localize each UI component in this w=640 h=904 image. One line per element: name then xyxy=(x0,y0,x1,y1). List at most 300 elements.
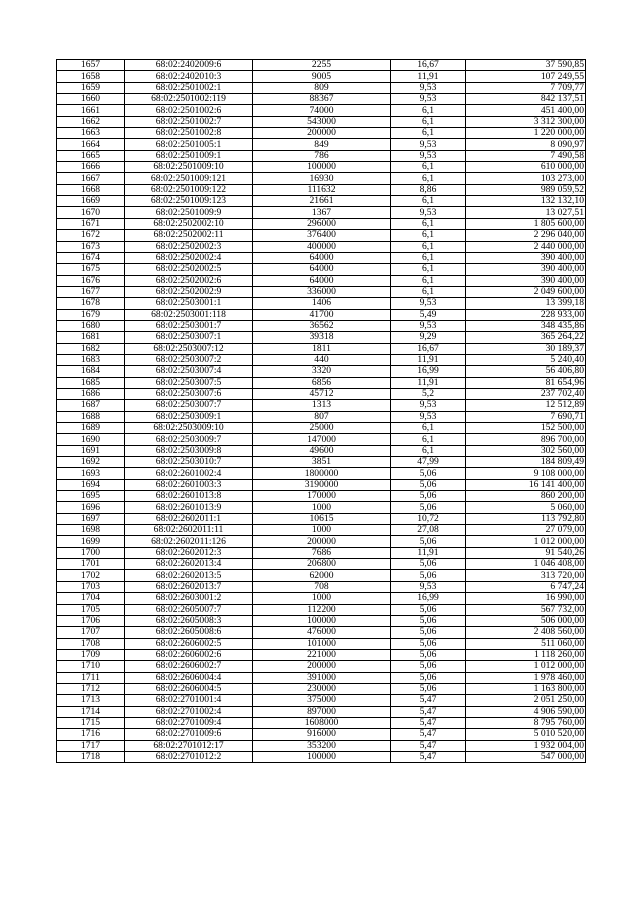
area-cell: 88367 xyxy=(253,94,391,105)
value-cell: 4 906 590,00 xyxy=(466,706,586,717)
area-cell: 9005 xyxy=(253,71,391,82)
data-table xyxy=(56,59,586,763)
table-row xyxy=(57,502,586,513)
cadastral-number-cell: 68:02:2503007:2 xyxy=(125,354,253,365)
value-cell: 2 408 560,00 xyxy=(466,627,586,638)
table-row xyxy=(57,683,586,694)
rate-cell: 5,06 xyxy=(391,559,466,570)
area-cell: 74000 xyxy=(253,105,391,116)
cadastral-number-cell: 68:02:2502002:10 xyxy=(125,218,253,229)
rate-cell: 6,1 xyxy=(391,230,466,241)
cadastral-number-cell: 68:02:2503009:10 xyxy=(125,423,253,434)
value-cell: 27 079,00 xyxy=(466,525,586,536)
area-cell: 45712 xyxy=(253,388,391,399)
cadastral-number-cell: 68:02:2501002:6 xyxy=(125,105,253,116)
row-number-cell: 1691 xyxy=(57,445,125,456)
area-cell: 39318 xyxy=(253,332,391,343)
area-cell: 100000 xyxy=(253,751,391,762)
table-row xyxy=(57,150,586,161)
value-cell: 113 792,80 xyxy=(466,513,586,524)
table-row xyxy=(57,128,586,139)
value-cell: 6 747,24 xyxy=(466,581,586,592)
cadastral-number-cell: 68:02:2701012:17 xyxy=(125,740,253,751)
area-cell: 64000 xyxy=(253,252,391,263)
cadastral-number-cell: 68:02:2606004:4 xyxy=(125,672,253,683)
rate-cell: 16,67 xyxy=(391,343,466,354)
rate-cell: 5,06 xyxy=(391,468,466,479)
table-row xyxy=(57,139,586,150)
rate-cell: 9,53 xyxy=(391,82,466,93)
table-row xyxy=(57,162,586,173)
table-row xyxy=(57,661,586,672)
row-number-cell: 1706 xyxy=(57,615,125,626)
value-cell: 506 000,00 xyxy=(466,615,586,626)
rate-cell: 5,06 xyxy=(391,649,466,660)
value-cell: 2 296 040,00 xyxy=(466,230,586,241)
table-row xyxy=(57,218,586,229)
value-cell: 12 512,89 xyxy=(466,400,586,411)
area-cell: 543000 xyxy=(253,116,391,127)
cadastral-number-cell: 68:02:2701002:4 xyxy=(125,706,253,717)
area-cell: 296000 xyxy=(253,218,391,229)
value-cell: 390 400,00 xyxy=(466,275,586,286)
area-cell: 112200 xyxy=(253,604,391,615)
row-number-cell: 1673 xyxy=(57,241,125,252)
rate-cell: 6,1 xyxy=(391,105,466,116)
rate-cell: 6,1 xyxy=(391,241,466,252)
row-number-cell: 1687 xyxy=(57,400,125,411)
cadastral-number-cell: 68:02:2606004:5 xyxy=(125,683,253,694)
table-row xyxy=(57,445,586,456)
cadastral-number-cell: 68:02:2503001:1 xyxy=(125,298,253,309)
rate-cell: 6,1 xyxy=(391,128,466,139)
table-row xyxy=(57,309,586,320)
table-row xyxy=(57,71,586,82)
value-cell: 228 933,00 xyxy=(466,309,586,320)
table-row xyxy=(57,377,586,388)
rate-cell: 6,1 xyxy=(391,173,466,184)
table-row xyxy=(57,173,586,184)
area-cell: 708 xyxy=(253,581,391,592)
value-cell: 2 049 600,00 xyxy=(466,286,586,297)
table-row xyxy=(57,60,586,71)
area-cell: 200000 xyxy=(253,536,391,547)
area-cell: 170000 xyxy=(253,491,391,502)
table-row xyxy=(57,82,586,93)
cadastral-number-cell: 68:02:2606002:5 xyxy=(125,638,253,649)
area-cell: 64000 xyxy=(253,264,391,275)
row-number-cell: 1718 xyxy=(57,751,125,762)
value-cell: 1 805 600,00 xyxy=(466,218,586,229)
area-cell: 440 xyxy=(253,354,391,365)
area-cell: 111632 xyxy=(253,184,391,195)
value-cell: 107 249,55 xyxy=(466,71,586,82)
rate-cell: 6,1 xyxy=(391,275,466,286)
row-number-cell: 1686 xyxy=(57,388,125,399)
cadastral-number-cell: 68:02:2503007:5 xyxy=(125,377,253,388)
value-cell: 2 440 000,00 xyxy=(466,241,586,252)
table-row xyxy=(57,275,586,286)
rate-cell: 11,91 xyxy=(391,547,466,558)
cadastral-number-cell: 68:02:2501009:10 xyxy=(125,162,253,173)
area-cell: 1800000 xyxy=(253,468,391,479)
area-cell: 849 xyxy=(253,139,391,150)
table-row xyxy=(57,105,586,116)
rate-cell: 6,1 xyxy=(391,264,466,275)
row-number-cell: 1681 xyxy=(57,332,125,343)
value-cell: 1 163 800,00 xyxy=(466,683,586,694)
area-cell: 3190000 xyxy=(253,479,391,490)
cadastral-number-cell: 68:02:2602013:4 xyxy=(125,559,253,570)
area-cell: 376400 xyxy=(253,230,391,241)
area-cell: 1406 xyxy=(253,298,391,309)
area-cell: 200000 xyxy=(253,128,391,139)
rate-cell: 9,53 xyxy=(391,150,466,161)
rate-cell: 16,99 xyxy=(391,366,466,377)
table-row xyxy=(57,593,586,604)
area-cell: 221000 xyxy=(253,649,391,660)
area-cell: 1313 xyxy=(253,400,391,411)
cadastral-number-cell: 68:02:2701009:6 xyxy=(125,729,253,740)
area-cell: 62000 xyxy=(253,570,391,581)
area-cell: 786 xyxy=(253,150,391,161)
rate-cell: 6,1 xyxy=(391,252,466,263)
rate-cell: 10,72 xyxy=(391,513,466,524)
value-cell: 567 732,00 xyxy=(466,604,586,615)
value-cell: 1 046 408,00 xyxy=(466,559,586,570)
row-number-cell: 1677 xyxy=(57,286,125,297)
cadastral-number-cell: 68:02:2602011:1 xyxy=(125,513,253,524)
area-cell: 807 xyxy=(253,411,391,422)
row-number-cell: 1700 xyxy=(57,547,125,558)
cadastral-number-cell: 68:02:2503007:1 xyxy=(125,332,253,343)
rate-cell: 9,53 xyxy=(391,298,466,309)
row-number-cell: 1674 xyxy=(57,252,125,263)
value-cell: 348 435,86 xyxy=(466,320,586,331)
value-cell: 16 141 400,00 xyxy=(466,479,586,490)
table-row xyxy=(57,354,586,365)
rate-cell: 16,99 xyxy=(391,593,466,604)
table-row xyxy=(57,241,586,252)
rate-cell: 5,06 xyxy=(391,661,466,672)
value-cell: 7 690,71 xyxy=(466,411,586,422)
area-cell: 916000 xyxy=(253,729,391,740)
table-row xyxy=(57,627,586,638)
cadastral-number-cell: 68:02:2601013:9 xyxy=(125,502,253,513)
rate-cell: 5,06 xyxy=(391,672,466,683)
area-cell: 476000 xyxy=(253,627,391,638)
value-cell: 1 012 000,00 xyxy=(466,661,586,672)
rate-cell: 9,53 xyxy=(391,411,466,422)
area-cell: 100000 xyxy=(253,615,391,626)
cadastral-number-cell: 68:02:2605007:7 xyxy=(125,604,253,615)
value-cell: 390 400,00 xyxy=(466,252,586,263)
value-cell: 5 010 520,00 xyxy=(466,729,586,740)
area-cell: 200000 xyxy=(253,661,391,672)
rate-cell: 6,1 xyxy=(391,445,466,456)
row-number-cell: 1668 xyxy=(57,184,125,195)
value-cell: 390 400,00 xyxy=(466,264,586,275)
area-cell: 1608000 xyxy=(253,717,391,728)
value-cell: 103 273,00 xyxy=(466,173,586,184)
cadastral-number-cell: 68:02:2501002:7 xyxy=(125,116,253,127)
cadastral-number-cell: 68:02:2701009:4 xyxy=(125,717,253,728)
area-cell: 21661 xyxy=(253,196,391,207)
cadastral-number-cell: 68:02:2602011:126 xyxy=(125,536,253,547)
row-number-cell: 1717 xyxy=(57,740,125,751)
row-number-cell: 1702 xyxy=(57,570,125,581)
row-number-cell: 1672 xyxy=(57,230,125,241)
value-cell: 451 400,00 xyxy=(466,105,586,116)
table-row xyxy=(57,525,586,536)
rate-cell: 6,1 xyxy=(391,116,466,127)
row-number-cell: 1711 xyxy=(57,672,125,683)
row-number-cell: 1709 xyxy=(57,649,125,660)
rate-cell: 6,1 xyxy=(391,286,466,297)
table-row xyxy=(57,434,586,445)
table-row xyxy=(57,286,586,297)
row-number-cell: 1693 xyxy=(57,468,125,479)
cadastral-number-cell: 68:02:2701012:2 xyxy=(125,751,253,762)
row-number-cell: 1697 xyxy=(57,513,125,524)
row-number-cell: 1670 xyxy=(57,207,125,218)
cadastral-number-cell: 68:02:2502002:9 xyxy=(125,286,253,297)
area-cell: 1000 xyxy=(253,525,391,536)
table-row xyxy=(57,468,586,479)
table-row xyxy=(57,615,586,626)
rate-cell: 6,1 xyxy=(391,218,466,229)
table-row xyxy=(57,559,586,570)
table-row xyxy=(57,207,586,218)
value-cell: 3 312 300,00 xyxy=(466,116,586,127)
cadastral-number-cell: 68:02:2503007:12 xyxy=(125,343,253,354)
rate-cell: 6,1 xyxy=(391,196,466,207)
area-cell: 375000 xyxy=(253,695,391,706)
row-number-cell: 1660 xyxy=(57,94,125,105)
table-row xyxy=(57,320,586,331)
rate-cell: 5,06 xyxy=(391,479,466,490)
cadastral-number-cell: 68:02:2501002:8 xyxy=(125,128,253,139)
area-cell: 1367 xyxy=(253,207,391,218)
rate-cell: 9,53 xyxy=(391,139,466,150)
table-row xyxy=(57,536,586,547)
cadastral-number-cell: 68:02:2602013:5 xyxy=(125,570,253,581)
area-cell: 400000 xyxy=(253,241,391,252)
rate-cell: 5,06 xyxy=(391,683,466,694)
table-row xyxy=(57,196,586,207)
table-row xyxy=(57,740,586,751)
table-row xyxy=(57,570,586,581)
rate-cell: 27,08 xyxy=(391,525,466,536)
table-row xyxy=(57,366,586,377)
rate-cell: 11,91 xyxy=(391,71,466,82)
table-row xyxy=(57,649,586,660)
row-number-cell: 1715 xyxy=(57,717,125,728)
row-number-cell: 1666 xyxy=(57,162,125,173)
value-cell: 1 220 000,00 xyxy=(466,128,586,139)
value-cell: 56 406,80 xyxy=(466,366,586,377)
cadastral-number-cell: 68:02:2606002:6 xyxy=(125,649,253,660)
value-cell: 8 795 760,00 xyxy=(466,717,586,728)
table-row xyxy=(57,729,586,740)
row-number-cell: 1680 xyxy=(57,320,125,331)
value-cell: 1 012 000,00 xyxy=(466,536,586,547)
table-row xyxy=(57,604,586,615)
rate-cell: 11,91 xyxy=(391,354,466,365)
cadastral-number-cell: 68:02:2501002:119 xyxy=(125,94,253,105)
value-cell: 81 654,96 xyxy=(466,377,586,388)
cadastral-number-cell: 68:02:2602011:11 xyxy=(125,525,253,536)
area-cell: 101000 xyxy=(253,638,391,649)
value-cell: 313 720,00 xyxy=(466,570,586,581)
row-number-cell: 1694 xyxy=(57,479,125,490)
row-number-cell: 1662 xyxy=(57,116,125,127)
rate-cell: 5,47 xyxy=(391,717,466,728)
rate-cell: 8,86 xyxy=(391,184,466,195)
row-number-cell: 1682 xyxy=(57,343,125,354)
rate-cell: 5,06 xyxy=(391,491,466,502)
rate-cell: 16,67 xyxy=(391,60,466,71)
row-number-cell: 1704 xyxy=(57,593,125,604)
cadastral-number-cell: 68:02:2502002:6 xyxy=(125,275,253,286)
row-number-cell: 1712 xyxy=(57,683,125,694)
table-row xyxy=(57,513,586,524)
row-number-cell: 1683 xyxy=(57,354,125,365)
rate-cell: 9,53 xyxy=(391,581,466,592)
row-number-cell: 1716 xyxy=(57,729,125,740)
table-row xyxy=(57,343,586,354)
value-cell: 237 702,40 xyxy=(466,388,586,399)
cadastral-number-cell: 68:02:2502002:11 xyxy=(125,230,253,241)
area-cell: 3851 xyxy=(253,457,391,468)
rate-cell: 9,53 xyxy=(391,94,466,105)
value-cell: 989 059,52 xyxy=(466,184,586,195)
table-row xyxy=(57,116,586,127)
area-cell: 7686 xyxy=(253,547,391,558)
value-cell: 9 108 000,00 xyxy=(466,468,586,479)
area-cell: 897000 xyxy=(253,706,391,717)
row-number-cell: 1661 xyxy=(57,105,125,116)
row-number-cell: 1671 xyxy=(57,218,125,229)
cadastral-number-cell: 68:02:2501009:121 xyxy=(125,173,253,184)
row-number-cell: 1698 xyxy=(57,525,125,536)
cadastral-number-cell: 68:02:2501009:122 xyxy=(125,184,253,195)
table-row xyxy=(57,252,586,263)
rate-cell: 5,06 xyxy=(391,570,466,581)
rate-cell: 11,91 xyxy=(391,377,466,388)
cadastral-number-cell: 68:02:2501002:1 xyxy=(125,82,253,93)
cadastral-number-cell: 68:02:2503009:7 xyxy=(125,434,253,445)
row-number-cell: 1676 xyxy=(57,275,125,286)
table-row xyxy=(57,94,586,105)
row-number-cell: 1685 xyxy=(57,377,125,388)
row-number-cell: 1667 xyxy=(57,173,125,184)
area-cell: 230000 xyxy=(253,683,391,694)
value-cell: 91 540,26 xyxy=(466,547,586,558)
value-cell: 1 932 004,00 xyxy=(466,740,586,751)
value-cell: 8 090,97 xyxy=(466,139,586,150)
value-cell: 37 590,85 xyxy=(466,60,586,71)
row-number-cell: 1679 xyxy=(57,309,125,320)
value-cell: 5 060,00 xyxy=(466,502,586,513)
table-row xyxy=(57,547,586,558)
row-number-cell: 1695 xyxy=(57,491,125,502)
row-number-cell: 1708 xyxy=(57,638,125,649)
row-number-cell: 1657 xyxy=(57,60,125,71)
rate-cell: 9,53 xyxy=(391,207,466,218)
cadastral-number-cell: 68:02:2501005:1 xyxy=(125,139,253,150)
value-cell: 2 051 250,00 xyxy=(466,695,586,706)
value-cell: 7 709,77 xyxy=(466,82,586,93)
table-row xyxy=(57,457,586,468)
area-cell: 353200 xyxy=(253,740,391,751)
cadastral-number-cell: 68:02:2402009:6 xyxy=(125,60,253,71)
area-cell: 25000 xyxy=(253,423,391,434)
area-cell: 1811 xyxy=(253,343,391,354)
cadastral-number-cell: 68:02:2601003:3 xyxy=(125,479,253,490)
value-cell: 5 240,40 xyxy=(466,354,586,365)
rate-cell: 5,47 xyxy=(391,695,466,706)
cadastral-number-cell: 68:02:2501009:1 xyxy=(125,150,253,161)
cadastral-number-cell: 68:02:2603001:2 xyxy=(125,593,253,604)
rate-cell: 5,47 xyxy=(391,706,466,717)
cadastral-number-cell: 68:02:2502002:3 xyxy=(125,241,253,252)
value-cell: 1 118 260,00 xyxy=(466,649,586,660)
row-number-cell: 1705 xyxy=(57,604,125,615)
table-row xyxy=(57,672,586,683)
value-cell: 152 500,00 xyxy=(466,423,586,434)
cadastral-number-cell: 68:02:2503001:118 xyxy=(125,309,253,320)
cadastral-number-cell: 68:02:2606002:7 xyxy=(125,661,253,672)
table-row xyxy=(57,491,586,502)
cadastral-number-cell: 68:02:2601013:8 xyxy=(125,491,253,502)
value-cell: 132 132,10 xyxy=(466,196,586,207)
area-cell: 16930 xyxy=(253,173,391,184)
cadastral-number-cell: 68:02:2502002:5 xyxy=(125,264,253,275)
row-number-cell: 1699 xyxy=(57,536,125,547)
table-row xyxy=(57,717,586,728)
rate-cell: 5,06 xyxy=(391,615,466,626)
rate-cell: 5,2 xyxy=(391,388,466,399)
table-row xyxy=(57,184,586,195)
row-number-cell: 1707 xyxy=(57,627,125,638)
row-number-cell: 1690 xyxy=(57,434,125,445)
area-cell: 10615 xyxy=(253,513,391,524)
value-cell: 184 809,49 xyxy=(466,457,586,468)
rate-cell: 5,06 xyxy=(391,638,466,649)
row-number-cell: 1714 xyxy=(57,706,125,717)
rate-cell: 6,1 xyxy=(391,434,466,445)
row-number-cell: 1713 xyxy=(57,695,125,706)
area-cell: 809 xyxy=(253,82,391,93)
cadastral-number-cell: 68:02:2503009:8 xyxy=(125,445,253,456)
table-body xyxy=(57,60,586,763)
table-row xyxy=(57,423,586,434)
table-row xyxy=(57,751,586,762)
row-number-cell: 1692 xyxy=(57,457,125,468)
area-cell: 3320 xyxy=(253,366,391,377)
row-number-cell: 1710 xyxy=(57,661,125,672)
value-cell: 842 137,51 xyxy=(466,94,586,105)
value-cell: 860 200,00 xyxy=(466,491,586,502)
area-cell: 41700 xyxy=(253,309,391,320)
cadastral-number-cell: 68:02:2601002:4 xyxy=(125,468,253,479)
table-row xyxy=(57,230,586,241)
cadastral-number-cell: 68:02:2501009:9 xyxy=(125,207,253,218)
value-cell: 16 990,00 xyxy=(466,593,586,604)
cadastral-number-cell: 68:02:2503001:7 xyxy=(125,320,253,331)
rate-cell: 5,47 xyxy=(391,740,466,751)
